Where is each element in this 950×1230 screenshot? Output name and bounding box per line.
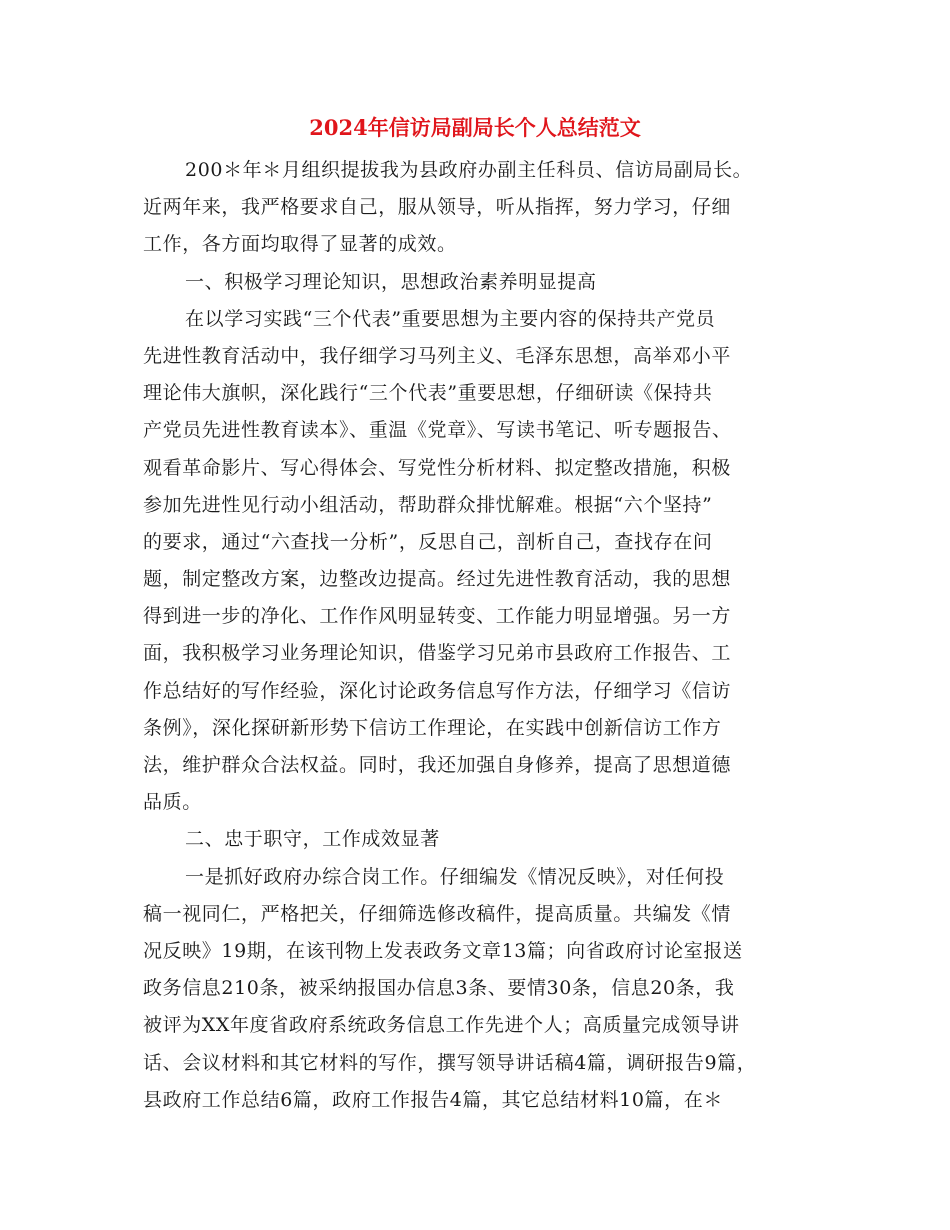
paragraph-line: 条例》，深化探研新形势下信访工作理论，在实践中创新信访工作方 [143,716,722,739]
document-body [143,152,823,1119]
paragraph-line: 观看革命影片、写心得体会、写党性分析材料、拟定整改措施，积极 [143,456,732,479]
paragraph-line: 县政府工作总结6篇，政府工作报告4篇，其它总结材料10篇，在＊ [143,1088,723,1111]
paragraph-line: 得到进一步的净化、工作作风明显转变、工作能力明显增强。另一方 [143,605,732,628]
paragraph-first-line: 二、忠于职守，工作成效显著 [185,828,440,851]
paragraph-line: 工作，各方面均取得了显著的成效。 [143,233,457,256]
paragraph-line: 理论伟大旗帜，深化践行“三个代表”重要思想，仔细研读《保持共 [143,382,713,405]
paragraph-line: 况反映》19期，在该刊物上发表政务文章13篇；向省政府讨论室报送 [143,939,743,962]
paragraph-first-line: 200＊年＊月组织提拔我为县政府办副主任科员、信访局副局长。 [185,159,753,181]
paragraph-line: 近两年来，我严格要求自己，服从领导，听从指挥，努力学习，仔细 [143,196,732,219]
paragraph-line: 品质。 [143,791,202,814]
paragraph-line: 题，制定整改方案，边整改边提高。经过先进性教育活动，我的思想 [143,568,732,591]
paragraph-first-line: 在以学习实践“三个代表”重要思想为主要内容的保持共产党员 [185,307,716,330]
paragraph-line: 被评为XX年度省政府系统政务信息工作先进个人；高质量完成领导讲 [143,1014,740,1037]
document-title: 2024年信访局副局长个人总结范文 [309,115,641,140]
paragraph-line: 面，我积极学习业务理论知识，借鉴学习兄弟市县政府工作报告、工 [143,642,732,665]
paragraph-line: 产党员先进性教育读本》、重温《党章》、写读书笔记、听专题报告、 [143,419,732,442]
paragraph-line: 参加先进性见行动小组活动，帮助群众排忧解难。根据“六个坚持” [143,493,713,516]
paragraph-line: 法，维护群众合法权益。同时，我还加强自身修养，提高了思想道德 [143,754,732,776]
paragraph-line: 稿一视同仁，严格把关，仔细筛选修改稿件，提高质量。共编发《情 [143,902,732,925]
paragraph-line: 先进性教育活动中，我仔细学习马列主义、毛泽东思想，高举邓小平 [143,344,732,367]
paragraph-line: 的要求，通过“六查找一分析”，反思自己，剖析自己，查找存在问 [143,530,713,553]
paragraph-first-line: 一是抓好政府办综合岗工作。仔细编发《情况反映》，对任何投 [185,865,725,888]
paragraph-first-line: 一、积极学习理论知识，思想政治素养明显提高 [185,270,597,293]
paragraph-line: 作总结好的写作经验，深化讨论政务信息写作方法，仔细学习《信访 [143,679,732,702]
paragraph-line: 话、会议材料和其它材料的写作，撰写领导讲话稿4篇，调研报告9篇， [143,1051,757,1074]
paragraph-line: 政务信息210条，被采纳报国办信息3条、要情30条，信息20条，我 [143,977,735,1000]
